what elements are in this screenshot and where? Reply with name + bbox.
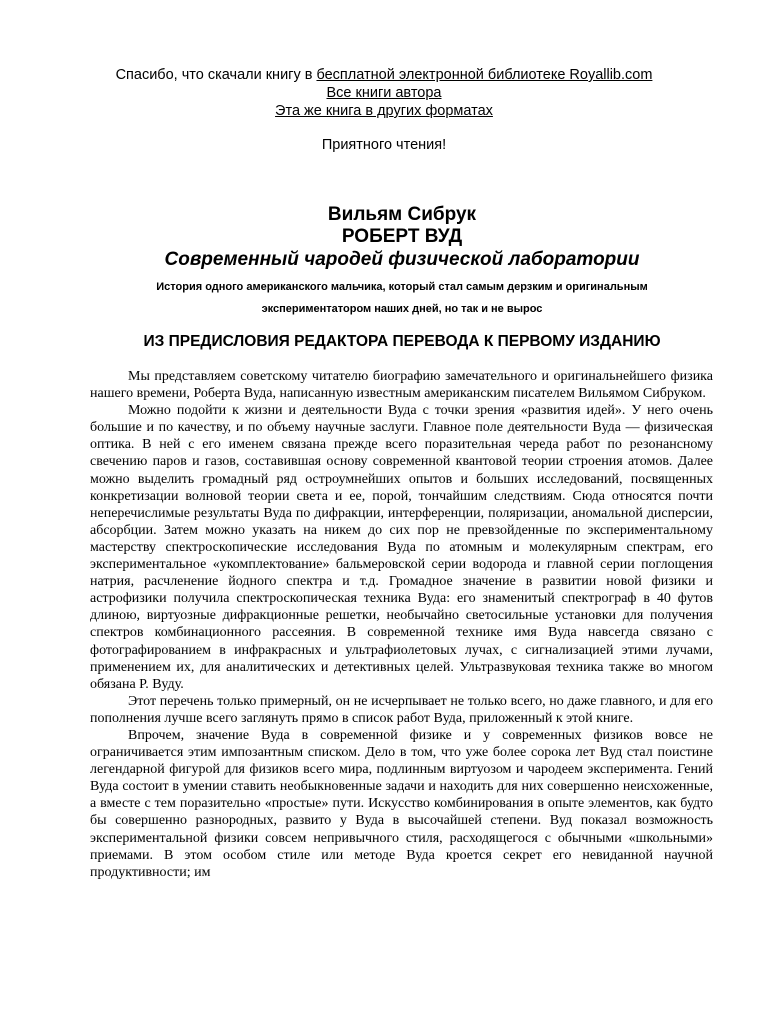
- enjoy-reading-text: Приятного чтения!: [321, 137, 447, 153]
- library-link[interactable]: бесплатной электронной библиотеке Royallib.com: [316, 67, 653, 83]
- section-body: [90, 368, 713, 881]
- book-title: Современный чародей физической лаборатории: [164, 249, 640, 270]
- thanks-text: Спасибо, что скачали книгу в: [115, 67, 317, 83]
- book-author: Вильям Сибрук: [327, 204, 477, 225]
- book-annotation: История одного американского мальчика, который стал самым дерзким и оригинальным экспериментатором наших дней, но так и не вырос: [156, 281, 648, 315]
- thanks-line: [0, 66, 768, 84]
- paragraph: Этот перечень только примерный, он не исчерпывает не только всего, но даже главного, и для его пополнения лучше всего заглянуть прямо в список работ Вуда, приложенный к этой книге.: [90, 693, 713, 726]
- paragraph: Можно подойти к жизни и деятельности Вуда с точки зрения «развития идей». У него очень большие и по качеству, и по объему научные заслуги. Главное поле деятельности Вуда — физическая оптика. В ней с его именем связана прежде всего поразительная череда работ по резонансному свечению паров и газов, составившая основу современной квантовой теории строения атомов. Далее можно выделить громадный ряд остроумнейших опытов и больших исследований, посвященных конкретизации волновой теории света и ее, порой, тончайшим следствиям. Сюда относятся почти неперечислимые результаты Вуда по дифракции, интерференции, поляризации, аномальной дисперсии, абсорбции. Затем можно указать на никем до сих пор не превзойденные по экспериментальному мастерству спектроскопические исследования Вуда по атомным и молекулярным спектрам, его экспериментальное «укомплектование» бальмеровской серии водорода и главной серии поглощения натрия, расчленение йодного спектра и т.д. Громадное значение в развитии новой физики и астрофизики получила спектроскопическая техника Вуда: его знаменитый спектрограф в 40 футов длиною, виртуозные дифракционные решетки, необычайно светосильные установки для получения спектров комбинационного рассеяния. В современной технике имя Вуда навсегда связано с фотографированием в инфракрасных и ультрафиолетовых лучах, с сигнализацией этими лучами, применением их, для аналитических и детективных целей. Ультразвуковая техника также во многом обязана Р. Вуду.: [90, 403, 713, 692]
- section-heading: ИЗ ПРЕДИСЛОВИЯ РЕДАКТОРА ПЕРЕВОДА К ПЕРВОМУ ИЗДАНИЮ: [143, 333, 661, 350]
- title-block: [0, 204, 768, 320]
- paragraph: Впрочем, значение Вуда в современной физике и у современных физиков вовсе не ограничивается этим импозантным списком. Дело в том, что уже более сорока лет Вуд стал поистине легендарной фигурой для физиков всего мира, подлинным виртуозом и чародеем эксперимента. Гений Вуда состоит в умении ставить необыкновенные задачи и находить для них совершенно неисхоженные, а вместе с тем поразительно «простые» пути. Искусство комбинирования в опыте элементов, как будто бы совершенно разнородных, развито у Вуда в высочайшей степени. Вуд показал возможность экспериментальной физики совсем непривычного стиля, расходящегося с обычными «школьными» приемами. В этом особом стиле или методе Вуда кроется секрет его невиданной научной продуктивности; им: [90, 727, 713, 880]
- all-books-link[interactable]: Все книги автора: [326, 85, 442, 101]
- book-subject: РОБЕРТ ВУД: [341, 226, 463, 247]
- paragraph: Мы представляем советскому читателю биографию замечательного и оригинальнейшего физика нашего времени, Роберта Вуда, написанную известным американским писателем Вильямом Сибруком.: [90, 369, 713, 402]
- download-notice: [0, 66, 768, 120]
- other-formats-link[interactable]: Эта же книга в других форматах: [275, 103, 493, 119]
